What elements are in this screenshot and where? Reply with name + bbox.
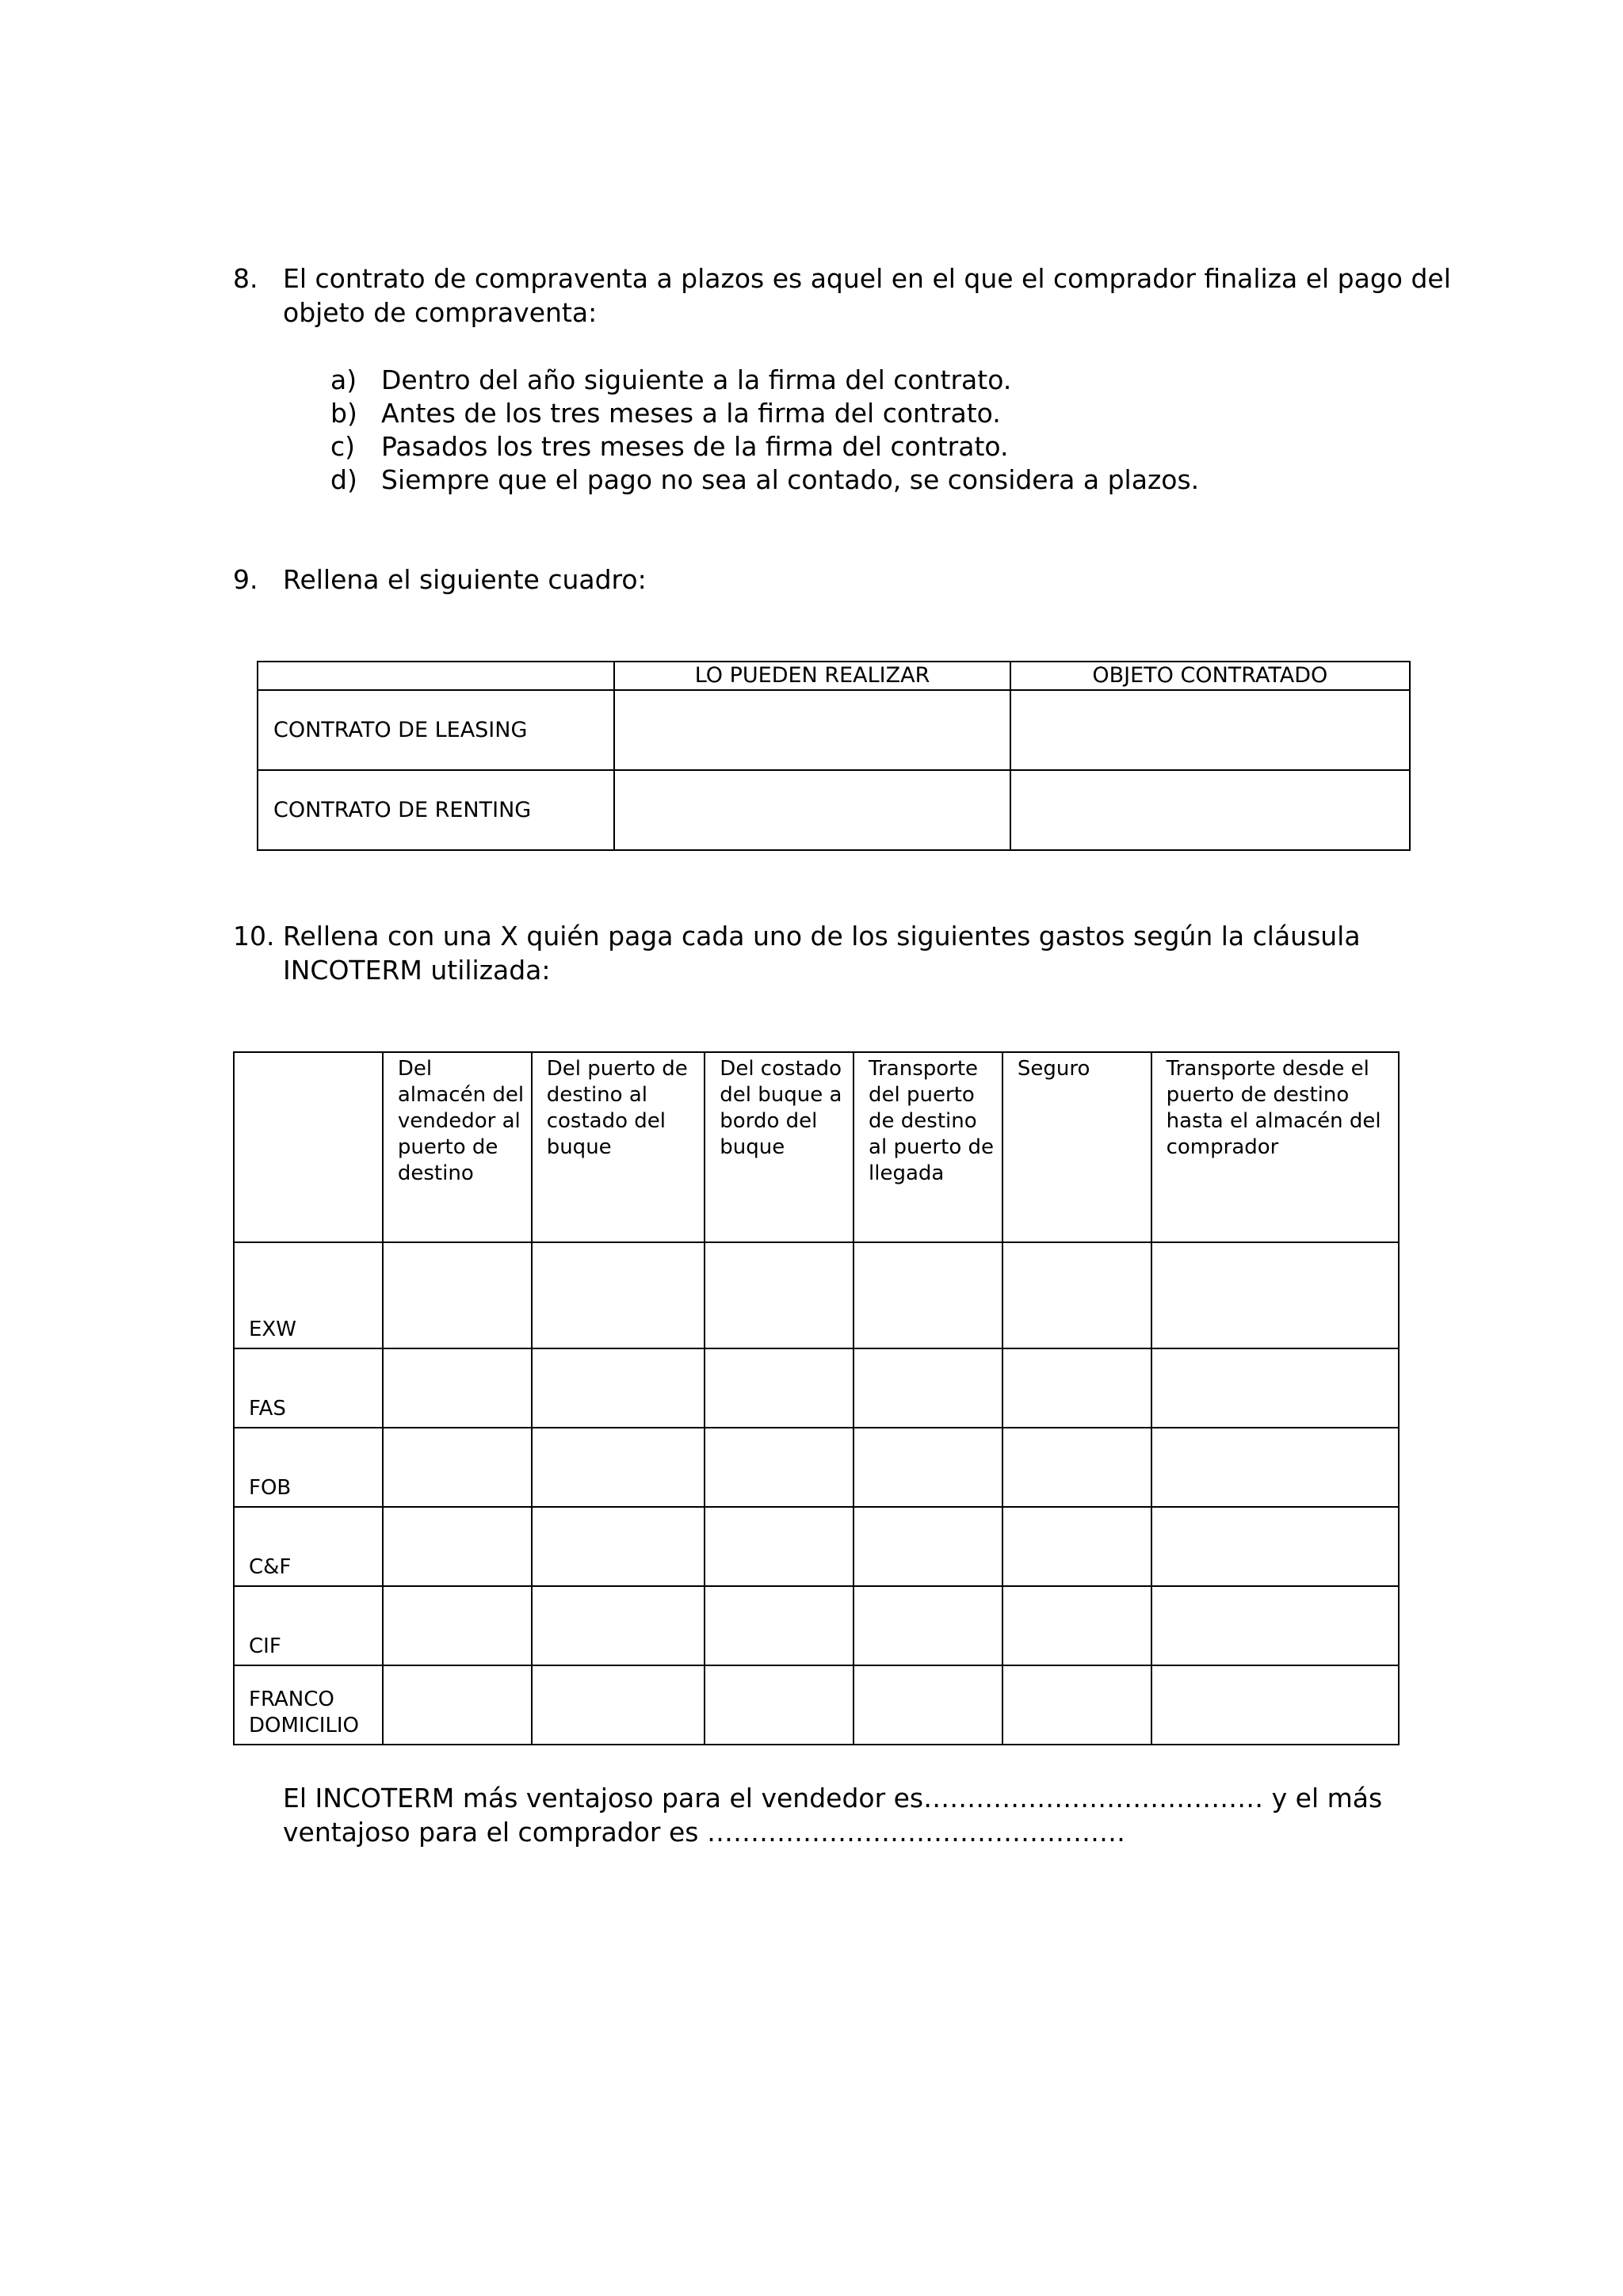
question-text-line-2: INCOTERM utilizada: — [283, 955, 551, 986]
option-text: Pasados los tres meses de la firma del contrato. — [381, 431, 1009, 462]
answer-cell[interactable] — [1010, 770, 1410, 850]
header-cell: Transporte del puerto de destino al puerto de llegada — [854, 1052, 1002, 1242]
answer-cell[interactable] — [854, 1242, 1002, 1348]
question-text-line-2: objeto de compraventa: — [283, 297, 598, 328]
answer-cell[interactable] — [705, 1665, 854, 1745]
answer-cell[interactable] — [1151, 1665, 1399, 1745]
closing-line-1: El INCOTERM más ventajoso para el vendedor es………………………………… y el más — [283, 1783, 1383, 1814]
row-label: CONTRATO DE LEASING — [258, 690, 614, 770]
answer-cell[interactable] — [383, 1242, 532, 1348]
row-label: EXW — [234, 1242, 383, 1348]
header-cell-empty — [258, 662, 614, 690]
table-row — [234, 1507, 1399, 1586]
answer-cell[interactable] — [532, 1428, 705, 1507]
option-letter: a) — [330, 364, 357, 395]
answer-cell[interactable] — [854, 1348, 1002, 1428]
question-text: Rellena el siguiente cuadro: — [283, 564, 647, 595]
answer-cell[interactable] — [705, 1428, 854, 1507]
header-cell: Del costado del buque a bordo del buque — [705, 1052, 854, 1242]
answer-cell[interactable] — [1151, 1242, 1399, 1348]
header-cell: Transporte desde el puerto de destino hasta el almacén del comprador — [1151, 1052, 1399, 1242]
answer-cell[interactable] — [705, 1507, 854, 1586]
row-label: CONTRATO DE RENTING — [258, 770, 614, 850]
answer-cell[interactable] — [854, 1428, 1002, 1507]
question-8 — [233, 261, 1451, 333]
header-cell: Seguro — [1002, 1052, 1151, 1242]
row-label: C&F — [234, 1507, 383, 1586]
question-10 — [233, 919, 1422, 990]
answer-cell[interactable] — [854, 1665, 1002, 1745]
table-row — [258, 690, 1410, 770]
answer-cell[interactable] — [1151, 1507, 1399, 1586]
row-label: FOB — [234, 1428, 383, 1507]
answer-cell[interactable] — [1002, 1242, 1151, 1348]
table-row — [234, 1586, 1399, 1665]
answer-cell[interactable] — [383, 1586, 532, 1665]
answer-cell[interactable] — [614, 770, 1010, 850]
answer-cell[interactable] — [532, 1665, 705, 1745]
answer-cell[interactable] — [1002, 1428, 1151, 1507]
leasing-renting-table — [257, 661, 1411, 851]
question-9 — [233, 563, 1025, 597]
answer-cell[interactable] — [1002, 1586, 1151, 1665]
question-number: 10. — [233, 921, 275, 952]
answer-cell[interactable] — [1002, 1348, 1151, 1428]
incoterm-table — [233, 1051, 1400, 1745]
table-header-row — [258, 662, 1410, 690]
answer-cell[interactable] — [383, 1507, 532, 1586]
table-row — [234, 1428, 1399, 1507]
option-letter: c) — [330, 431, 356, 462]
answer-cell[interactable] — [1151, 1348, 1399, 1428]
closing-line-2: ventajoso para el comprador es ………………………………………… — [283, 1817, 1125, 1848]
table-row — [234, 1348, 1399, 1428]
answer-cell[interactable] — [383, 1428, 532, 1507]
answer-cell[interactable] — [705, 1242, 854, 1348]
answer-cell[interactable] — [1002, 1665, 1151, 1745]
answer-cell[interactable] — [1010, 690, 1410, 770]
question-number: 9. — [233, 564, 258, 595]
option-text: Antes de los tres meses a la firma del contrato. — [381, 398, 1001, 429]
header-cell-empty — [234, 1052, 383, 1242]
header-cell: LO PUEDEN REALIZAR — [614, 662, 1010, 690]
answer-cell[interactable] — [1151, 1428, 1399, 1507]
option-text: Siempre que el pago no sea al contado, se considera a plazos. — [381, 464, 1200, 495]
table-row — [234, 1665, 1399, 1745]
answer-cell[interactable] — [854, 1507, 1002, 1586]
answer-cell[interactable] — [705, 1348, 854, 1428]
row-label: FRANCO DOMICILIO — [234, 1665, 383, 1745]
answer-cell[interactable] — [1151, 1586, 1399, 1665]
table-header-row — [234, 1052, 1399, 1242]
answer-cell[interactable] — [383, 1665, 532, 1745]
option-letter: d) — [330, 464, 357, 495]
answer-cell[interactable] — [532, 1348, 705, 1428]
answer-cell[interactable] — [532, 1507, 705, 1586]
answer-cell[interactable] — [383, 1348, 532, 1428]
row-label: FAS — [234, 1348, 383, 1428]
option-letter: b) — [330, 398, 357, 429]
header-cell: Del puerto de destino al costado del buque — [532, 1052, 705, 1242]
question-text-line-1: El contrato de compraventa a plazos es aquel en el que el comprador finaliza el pago del — [283, 263, 1451, 294]
answer-cell[interactable] — [614, 690, 1010, 770]
answer-cell[interactable] — [854, 1586, 1002, 1665]
header-cell: Del almacén del vendedor al puerto de destino — [383, 1052, 532, 1242]
question-text-line-1: Rellena con una X quién paga cada uno de los siguientes gastos según la cláusula — [283, 921, 1361, 952]
answer-cell[interactable] — [532, 1586, 705, 1665]
answer-cell[interactable] — [1002, 1507, 1151, 1586]
question-number: 8. — [233, 263, 258, 294]
header-cell: OBJETO CONTRATADO — [1010, 662, 1410, 690]
row-label: CIF — [234, 1586, 383, 1665]
answer-cell[interactable] — [705, 1586, 854, 1665]
option-text: Dentro del año siguiente a la firma del contrato. — [381, 364, 1012, 395]
table-row — [234, 1242, 1399, 1348]
answer-cell[interactable] — [532, 1242, 705, 1348]
table-row — [258, 770, 1410, 850]
